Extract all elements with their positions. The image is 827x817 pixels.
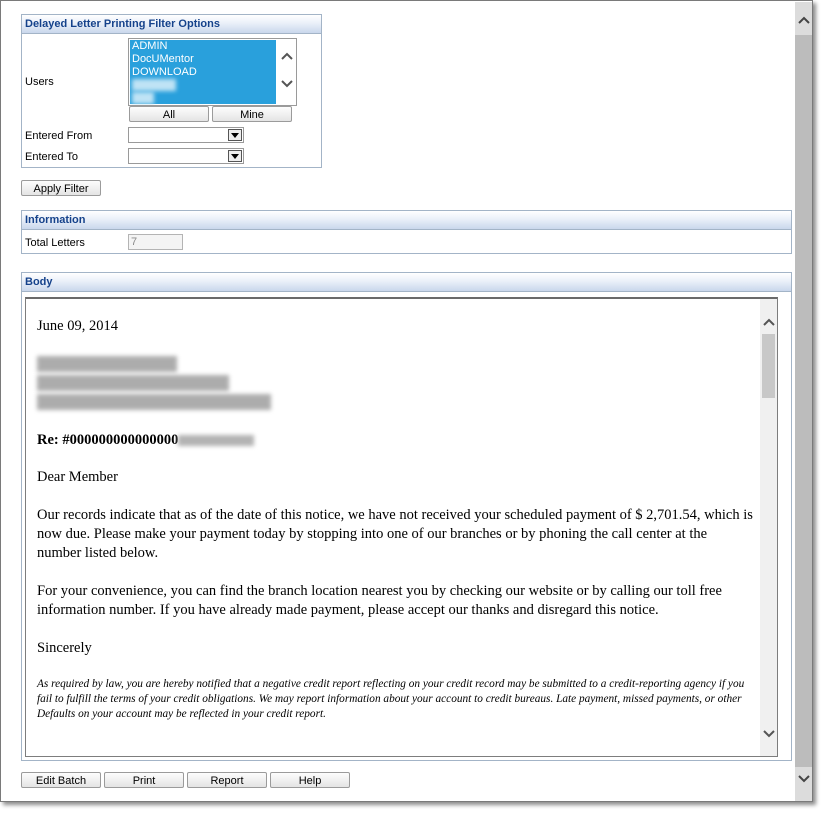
users-option-admin[interactable]: ADMIN: [132, 40, 168, 52]
users-listbox[interactable]: [128, 38, 297, 106]
letter-paragraph-2: For your convenience, you can find the branch location nearest you by checking our website or by calling our toll free information number. If you have already made payment, please accept our thanks and disregard this notice.: [37, 583, 722, 618]
redacted-address-line: [37, 393, 753, 412]
letter-paragraph-1: Our records indicate that as of the date of this notice, we have not received your scheduled payment of $ 2,701.54, which is now due. Please make your payment today by stopping into one of our branches or by phoning the call center at the number listed below.: [37, 507, 753, 561]
scroll-down-icon[interactable]: [763, 729, 775, 741]
entered-from-dropdown[interactable]: [128, 127, 244, 143]
help-button[interactable]: Help: [270, 772, 350, 788]
entered-from-label: Entered From: [25, 130, 93, 142]
users-option-redacted[interactable]: [130, 92, 276, 105]
chevron-down-icon[interactable]: [228, 129, 242, 141]
users-label: Users: [25, 76, 54, 88]
scroll-down-icon[interactable]: [795, 770, 812, 787]
users-option-documentor[interactable]: DocUMentor: [132, 53, 194, 65]
entered-to-dropdown[interactable]: [128, 148, 244, 164]
redacted-address-line: [37, 374, 753, 393]
users-listbox-scrollbar[interactable]: [279, 39, 296, 105]
scroll-up-icon[interactable]: [795, 11, 812, 28]
letter-salutation: Dear Member: [37, 469, 118, 485]
redacted-reference: [178, 435, 254, 446]
information-panel: [21, 210, 792, 254]
letter-content: [37, 317, 753, 722]
letter-legal-notice: As required by law, you are hereby notified that a negative credit report reflecting on your credit record may be submitted to a credit-reporting agency if you fail to fulfill the terms of your credit obligations. We may report information about your account to credit bureaus. Late payment, missed payments, or other Defaults on your account may be reflected in your credit report.: [37, 678, 745, 720]
apply-filter-button[interactable]: Apply Filter: [21, 180, 101, 196]
letter-scroll-thumb[interactable]: [762, 334, 775, 398]
letter-preview[interactable]: [25, 297, 778, 757]
report-button[interactable]: Report: [187, 772, 267, 788]
total-letters-label: Total Letters: [25, 237, 85, 249]
scroll-up-icon[interactable]: [763, 317, 775, 329]
filter-options-panel: [21, 14, 322, 168]
filter-options-title: Delayed Letter Printing Filter Options: [22, 15, 321, 34]
scroll-down-icon[interactable]: [281, 79, 293, 91]
scroll-up-icon[interactable]: [281, 51, 293, 63]
users-option-download[interactable]: DOWNLOAD: [132, 66, 197, 78]
print-button[interactable]: Print: [104, 772, 184, 788]
edit-batch-button[interactable]: Edit Batch: [21, 772, 101, 788]
total-letters-field: 7: [128, 234, 183, 250]
all-users-button[interactable]: All: [129, 106, 209, 122]
chevron-down-icon[interactable]: [228, 150, 242, 162]
redacted-address-line: [37, 355, 753, 374]
mine-users-button[interactable]: Mine: [212, 106, 292, 122]
letter-reference: [37, 431, 753, 450]
users-list-items: [130, 40, 276, 104]
information-title: Information: [22, 211, 791, 230]
letter-date: June 09, 2014: [37, 318, 118, 334]
body-title: Body: [22, 273, 791, 292]
letter-reference-number: Re: #000000000000000: [37, 432, 179, 448]
letter-scrollbar[interactable]: [760, 299, 777, 756]
entered-to-label: Entered To: [25, 151, 79, 163]
page-scroll-thumb[interactable]: [795, 35, 812, 767]
users-option-redacted[interactable]: [130, 79, 276, 92]
page-scrollbar[interactable]: [795, 2, 812, 801]
letter-closing: Sincerely: [37, 640, 92, 656]
